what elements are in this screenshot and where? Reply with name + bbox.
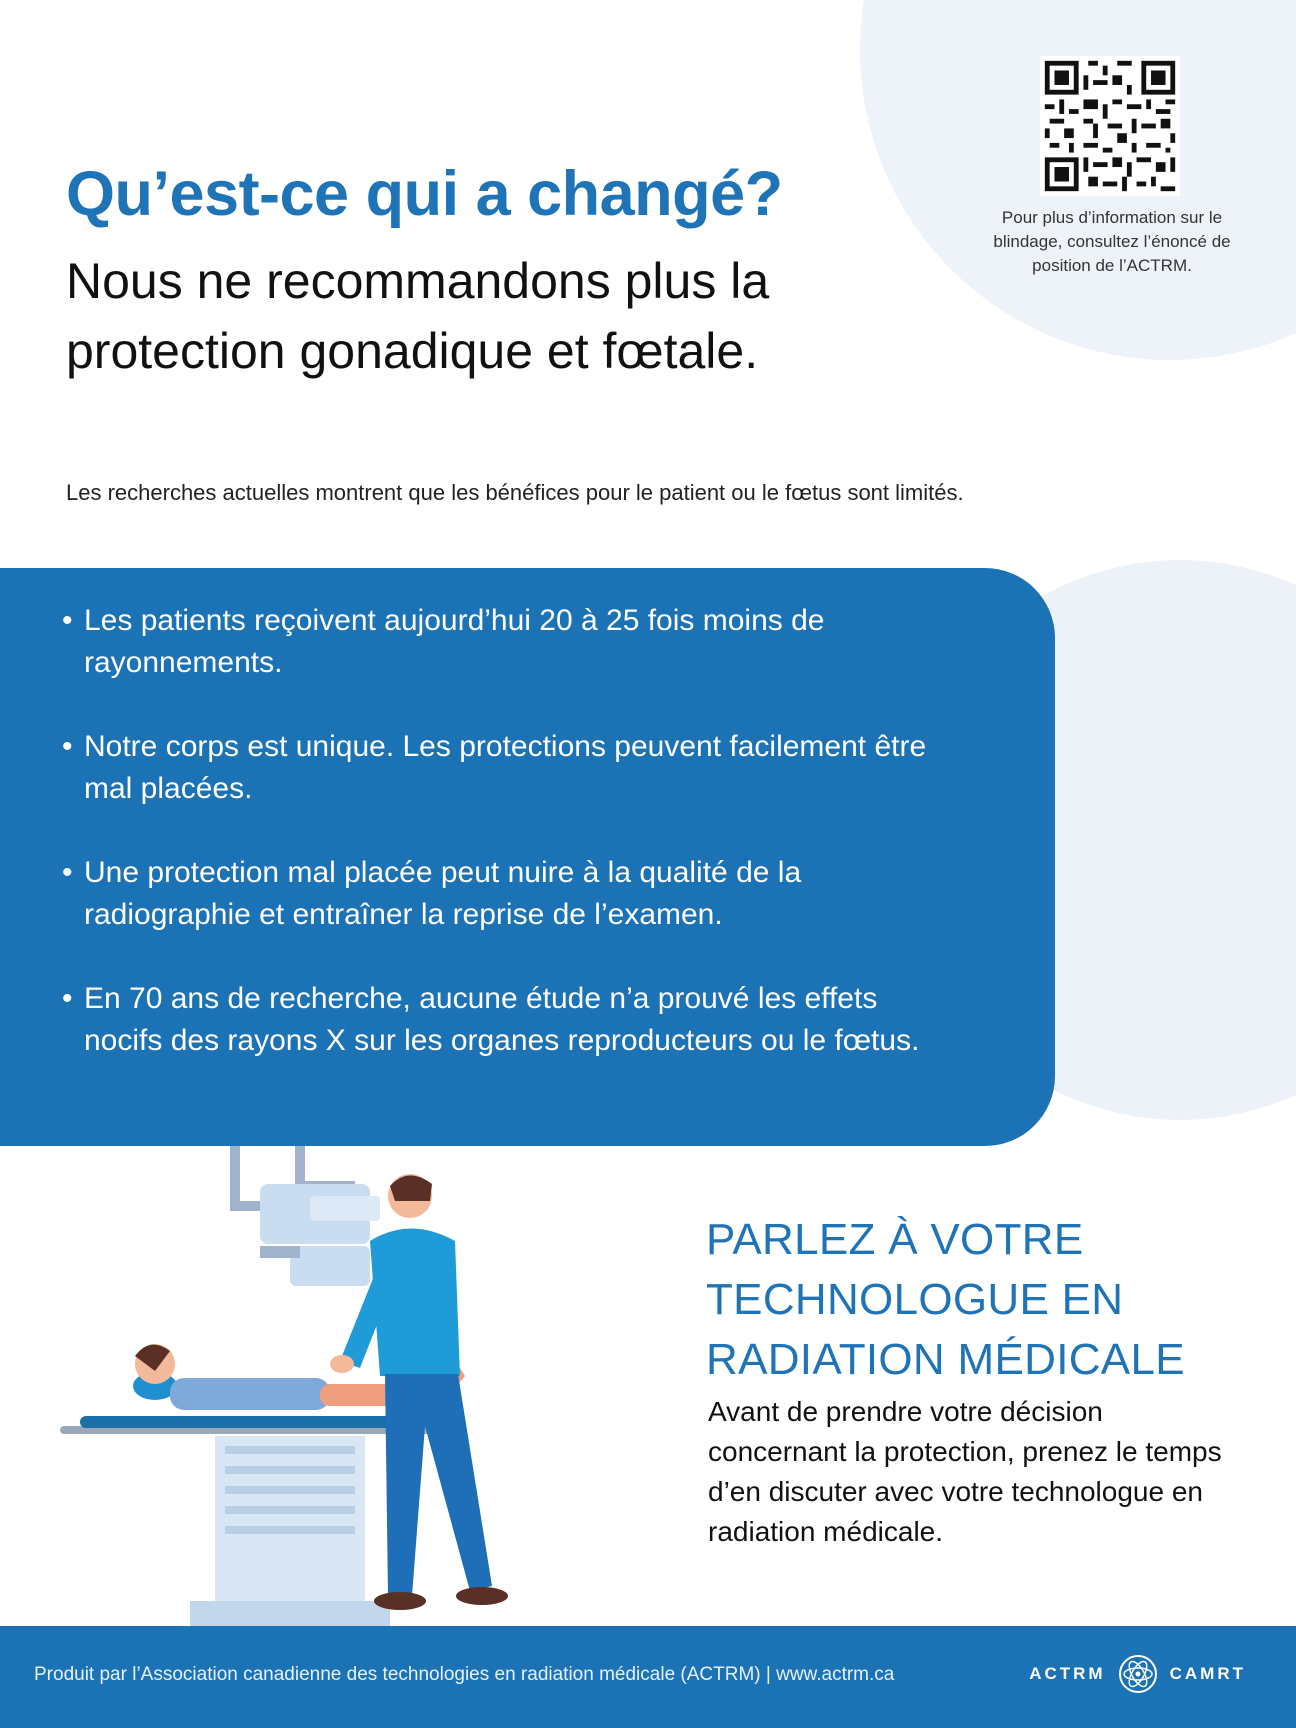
xray-exam-illustration [60,1146,660,1626]
page-subtitle: Nous ne recommandons plus la protection gonadique et fœtale. [66,253,770,379]
key-point-text: Notre corps est unique. Les protections peuvent facilement être mal placées. [84,730,927,805]
key-point-text: Les patients reçoivent aujourd’hui 20 à 25 fois moins de rayonnements. [84,604,825,679]
intro-text: Les recherches actuelles montrent que les bénéfices pour le patient ou le fœtus sont limités. [66,480,964,505]
bullet-icon: • [62,730,73,763]
qr-code[interactable] [1040,56,1180,196]
qr-caption: Pour plus d’information sur le blindage, consultez l’énoncé de position de l’ACTRM. [993,208,1231,275]
key-point [62,852,962,936]
bullet-icon: • [62,856,73,889]
key-point [62,978,962,1062]
bullet-icon: • [62,604,73,637]
key-point-text: En 70 ans de recherche, aucune étude n’a prouvé les effets nocifs des rayons X sur les organes reproducteurs ou le fœtus. [84,982,920,1057]
logo-emblem-icon [1118,1654,1158,1694]
key-points-list [62,600,962,1104]
bullet-icon: • [62,982,73,1015]
cta-text: Avant de prendre votre décision concernant la protection, prenez le temps d’en discuter avec votre technologue en radiation médicale. [708,1396,1222,1547]
page-title: Qu’est-ce qui a changé? [66,159,783,229]
key-point [62,600,962,684]
logo-text-right: CAMRT [1169,1664,1246,1683]
key-point-text: Une protection mal placée peut nuire à la qualité de la radiographie et entraîner la reprise de l’examen. [84,856,802,931]
footer [0,1626,1296,1728]
footer-credit: Produit par l’Association canadienne des technologies en radiation médicale (ACTRM) | www.actrm.ca [34,1664,895,1685]
cta-title: PARLEZ À VOTRE TECHNOLOGUE EN RADIATION MÉDICALE [706,1215,1185,1384]
key-point [62,726,962,810]
logo-text-left: ACTRM [1029,1664,1106,1683]
organization-logo [1029,1654,1246,1694]
